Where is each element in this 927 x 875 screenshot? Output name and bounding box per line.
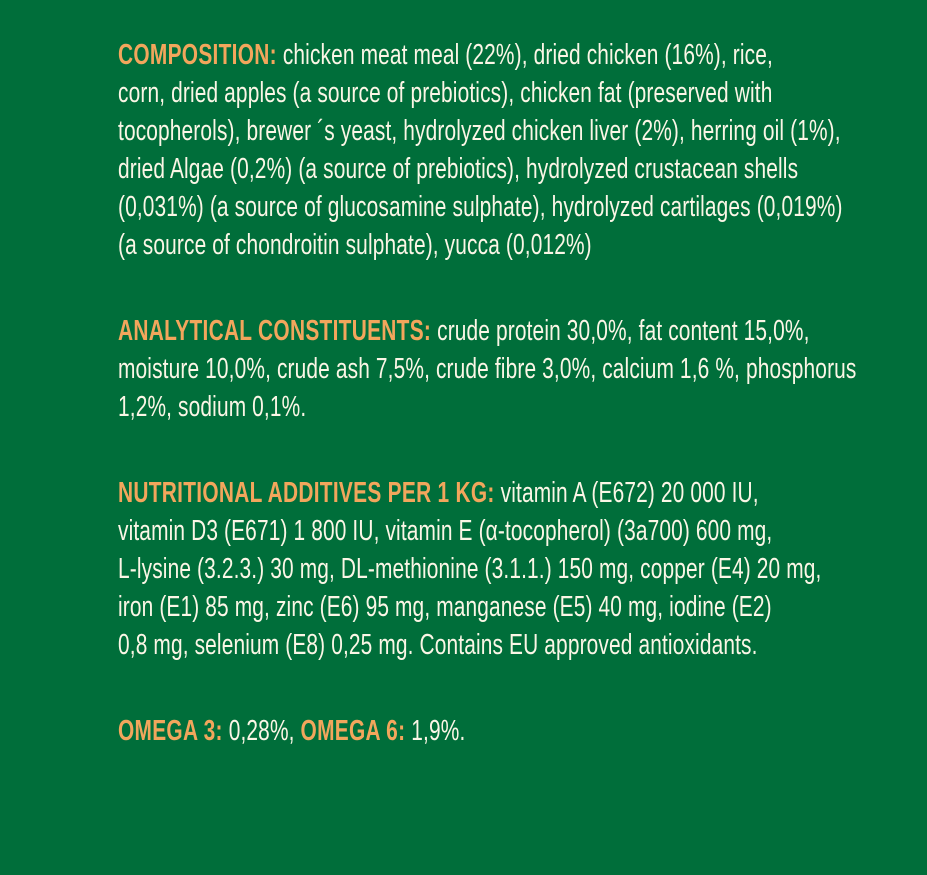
body-text: 1,9%. [405, 715, 466, 747]
label-line [118, 512, 927, 550]
body-text: 0,8 mg, selenium (E8) 0,25 mg. Contains EU approved antioxidants. [118, 629, 758, 661]
label-line [118, 474, 927, 512]
label-line [118, 712, 927, 750]
analytical-constituents-paragraph [118, 312, 927, 426]
body-text: 1,2%, sodium 0,1%. [118, 391, 307, 423]
label-line [118, 150, 927, 188]
body-text: (0,031%) (a source of glucosamine sulphate), hydrolyzed cartilages (0,019%) [118, 191, 843, 223]
body-text: crude protein 30,0%, fat content 15,0%, [431, 315, 810, 347]
composition-paragraph [118, 36, 927, 264]
body-text: tocopherols), brewer ´s yeast, hydrolyzed chicken liver (2%), herring oil (1%), [118, 115, 841, 147]
label-line [118, 188, 927, 226]
body-text: 0,28%, [222, 715, 301, 747]
label-line [118, 36, 927, 74]
section-heading: COMPOSITION: [118, 39, 277, 71]
section-heading: OMEGA 6: [300, 715, 406, 747]
nutritional-additives-paragraph [118, 474, 927, 664]
body-text: L-lysine (3.2.3.) 30 mg, DL-methionine (3.1.1.) 150 mg, copper (E4) 20 mg, [118, 553, 822, 585]
body-text: (a source of chondroitin sulphate), yucca (0,012%) [118, 229, 592, 261]
label-line [118, 74, 927, 112]
label-text-block [118, 36, 927, 798]
body-text: vitamin A (E672) 20 000 IU, [494, 477, 759, 509]
body-text: moisture 10,0%, crude ash 7,5%, crude fibre 3,0%, calcium 1,6 %, phosphorus [118, 353, 857, 385]
label-line [118, 350, 927, 388]
label-line [118, 388, 927, 426]
body-text: corn, dried apples (a source of prebiotics), chicken fat (preserved with [118, 77, 773, 109]
label-line [118, 112, 927, 150]
section-heading: NUTRITIONAL ADDITIVES PER 1 KG: [118, 477, 495, 509]
body-text: chicken meat meal (22%), dried chicken (16%), rice, [276, 39, 773, 71]
label-line [118, 226, 927, 264]
body-text: vitamin D3 (E671) 1 800 IU, vitamin E (α-tocopherol) (3a700) 600 mg, [118, 515, 773, 547]
body-text: iron (E1) 85 mg, zinc (E6) 95 mg, manganese (E5) 40 mg, iodine (E2) [118, 591, 772, 623]
label-line [118, 312, 927, 350]
section-heading: ANALYTICAL CONSTITUENTS: [118, 315, 432, 347]
body-text: dried Algae (0,2%) (a source of prebiotics), hydrolyzed crustacean shells [118, 153, 799, 185]
omega-paragraph [118, 712, 927, 750]
section-heading: OMEGA 3: [118, 715, 223, 747]
label-line [118, 550, 927, 588]
label-line [118, 626, 927, 664]
label-line [118, 588, 927, 626]
